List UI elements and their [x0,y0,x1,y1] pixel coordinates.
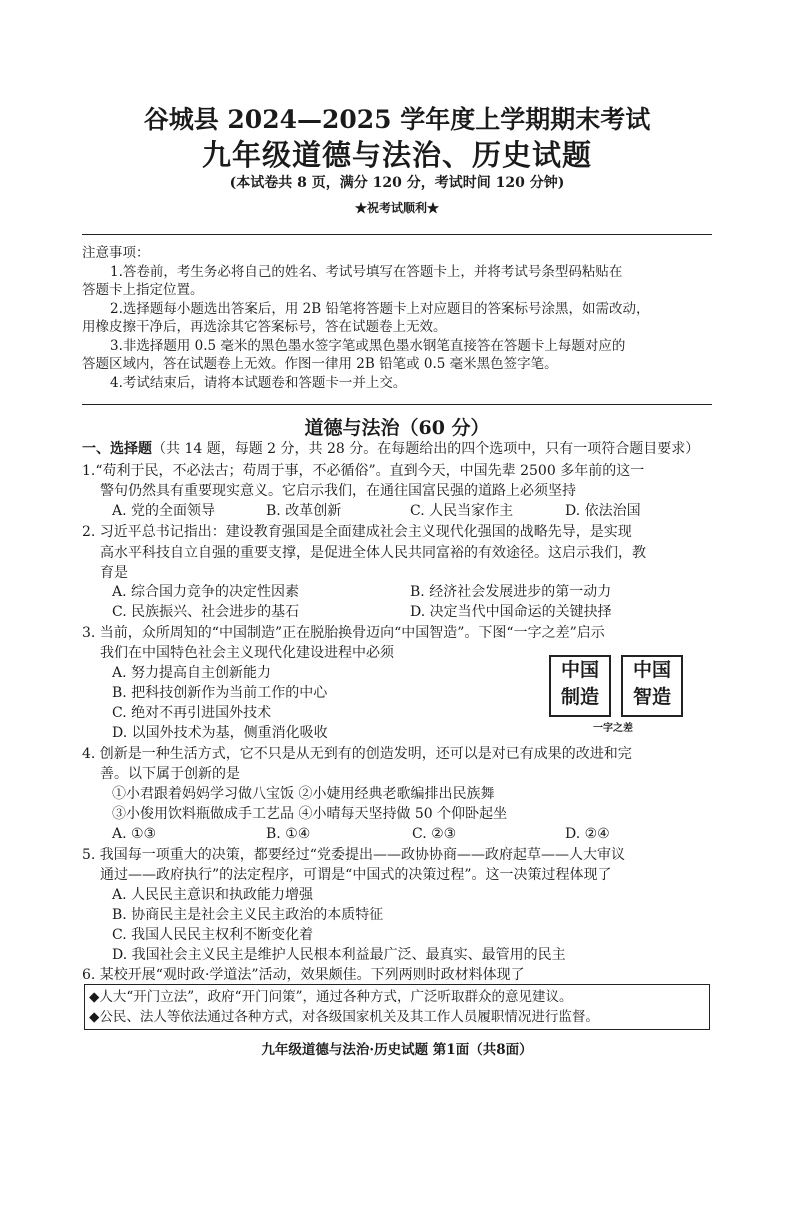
q5-option-a: A. 人民民主意识和执政能力增强 [112,887,314,903]
q2-stem-line: 高水平科技自立自强的重要支撑，是促进全体人民共同富裕的有效途径。这启示我们，教 [100,545,646,561]
q5-option-d: D. 我国社会主义民主是维护人民根本利益最广泛、最真实、最管用的民主 [112,947,566,963]
good-luck-line: ★祝考试顺利★ [354,201,439,215]
q5-stem-line: 通过——政府执行”的法定程序，可谓是“中国式的决策过程”。这一决策过程体现了 [100,867,612,883]
q4-item-line: ①小君跟着妈妈学习做八宝饭 ②小婕用经典老歌编排出民族舞 [112,786,495,802]
q4-stem-line: 4. 创新是一种生活方式，它不只是从无到有的创造发明，还可以是对已有成果的改进和完 [82,746,632,762]
notes-line: 答题卡上指定位置。 [82,282,204,298]
q3-option-d: D. 以国外技术为基，侧重消化吸收 [112,725,328,741]
figure-caption: 一字之差 [593,723,633,734]
q5-option-b: B. 协商民主是社会主义民主政治的本质特征 [112,907,384,923]
notes-line: 答题区域内，答在试题卷上无效。作图一律用 2B 铅笔或 0.5 毫米黑色签字笔。 [82,356,558,372]
exam-subtitle: (本试卷共 8 页，满分 120 分，考试时间 120 分钟) [229,175,565,191]
q1-stem-line: 警句仍然具有重要现实意义。它启示我们，在通往国富民强的道路上必须坚持 [100,483,576,499]
q6-material-line: ◆公民、法人等依法通过各种方式，对各级国家机关及其工作人员履职情况进行监督。 [89,1009,599,1025]
notes-block [82,244,714,392]
q3-option-c: C. 绝对不再引进国外技术 [112,705,272,721]
q2-stem-line: 育是 [100,565,128,581]
q6-stem-line: 6. 某校开展“观时政·学道法”活动，效果颇佳。下列两则时政材料体现了 [82,967,525,983]
notes-line: 2.选择题每小题选出答案后，用 2B 铅笔将答题卡上对应题目的答案标号涂黑，如需改动， [110,300,650,317]
q3-option-a: A. 努力提高自主创新能力 [112,665,272,681]
section-title: 道德与法治（60 分） [304,417,490,439]
q1-stem-line: 1.“苟利于民，不必法古；苟周于事，不必循俗”。直到今天，中国先辈 2500 多年前的这一 [82,463,645,479]
q5-stem-line: 5. 我国每一项重大的决策，都要经过“党委提出——政协协商——政府起草——人大审议 [82,847,625,863]
q2-option-c: C. 民族振兴、社会进步的基石 [112,604,300,620]
notes-line: 用橡皮擦干净后，再选涂其它答案标号，答在试题卷上无效。 [82,319,447,335]
q3-stem-line: 我们在中国特色社会主义现代化建设进程中必须 [100,645,394,661]
notes-heading: 注意事项： [82,245,150,261]
q2-option-d: D. 决定当代中国命运的关键抉择 [410,604,612,620]
q4-option-b: B. ①④ [266,826,311,842]
made-in-china-box [549,655,611,717]
notes-line: 1.答卷前，考生务必将自己的姓名、考试号填写在答题卡上，并将考试号条型码粘贴在 [110,263,623,280]
exam-title-line2: 九年级道德与法治、历史试题 [201,138,592,172]
divider-middle [82,404,712,405]
notes-line: 3.非选择题用 0.5 毫米的黑色墨水签字笔或黑色墨水钢笔直接答在答题卡上每题对应的 [110,337,626,354]
q2-option-b: B. 经济社会发展进步的第一动力 [410,584,612,600]
q4-option-c: C. ②③ [412,826,457,842]
q1-option-b: B. 改革创新 [266,503,342,519]
part-instructions [82,439,699,459]
exam-title-line1: 谷城县 2024—2025 学年度上学期期末考试 [143,105,651,134]
intelligent-china-box [621,655,683,717]
q3-option-b: B. 把科技创新作为当前工作的中心 [112,685,328,701]
q3-figure [549,655,685,735]
q2-stem-line: 2. 习近平总书记指出：建设教育强国是全面建成社会主义现代化强国的战略先导，是实现 [82,524,632,540]
q4-option-a: A. ①③ [112,826,157,842]
box-text: 制造 [560,686,599,708]
q4-option-d: D. ②④ [565,826,610,842]
box-text: 中国 [560,659,599,681]
part-label: 一、选择题 [82,441,152,457]
q3-stem-line: 3. 当前，众所周知的“中国制造”正在脱胎换骨迈向“中国智造”。下图“一字之差”启示 [82,625,605,641]
box-text: 中国 [632,659,671,681]
q5-option-c: C. 我国人民民主权利不断变化着 [112,927,314,943]
divider-top [82,234,712,235]
q6-material-line: ◆人大“开门立法”，政府“开门问策”，通过各种方式，广泛听取群众的意见建议。 [89,989,573,1005]
page-footer: 九年级道德与法治·历史试题 第1面（共8面） [261,1042,533,1058]
q4-item-line: ③小俊用饮料瓶做成手工艺品 ④小晴每天坚持做 50 个仰卧起坐 [112,806,508,822]
part-text: （共 14 题，每题 2 分，共 28 分。在每题给出的四个选项中，只有一项符合题目要求） [152,441,700,457]
q2-option-a: A. 综合国力竞争的决定性因素 [112,584,300,600]
q4-stem-line: 善。以下属于创新的是 [100,766,240,782]
q1-option-d: D. 依法治国 [565,503,641,519]
q6-material-box [84,984,710,1030]
q1-option-a: A. 党的全面领导 [112,503,216,519]
notes-line: 4.考试结束后，请将本试题卷和答题卡一并上交。 [110,374,407,391]
q1-option-c: C. 人民当家作主 [410,503,514,519]
box-text: 智造 [632,686,671,708]
